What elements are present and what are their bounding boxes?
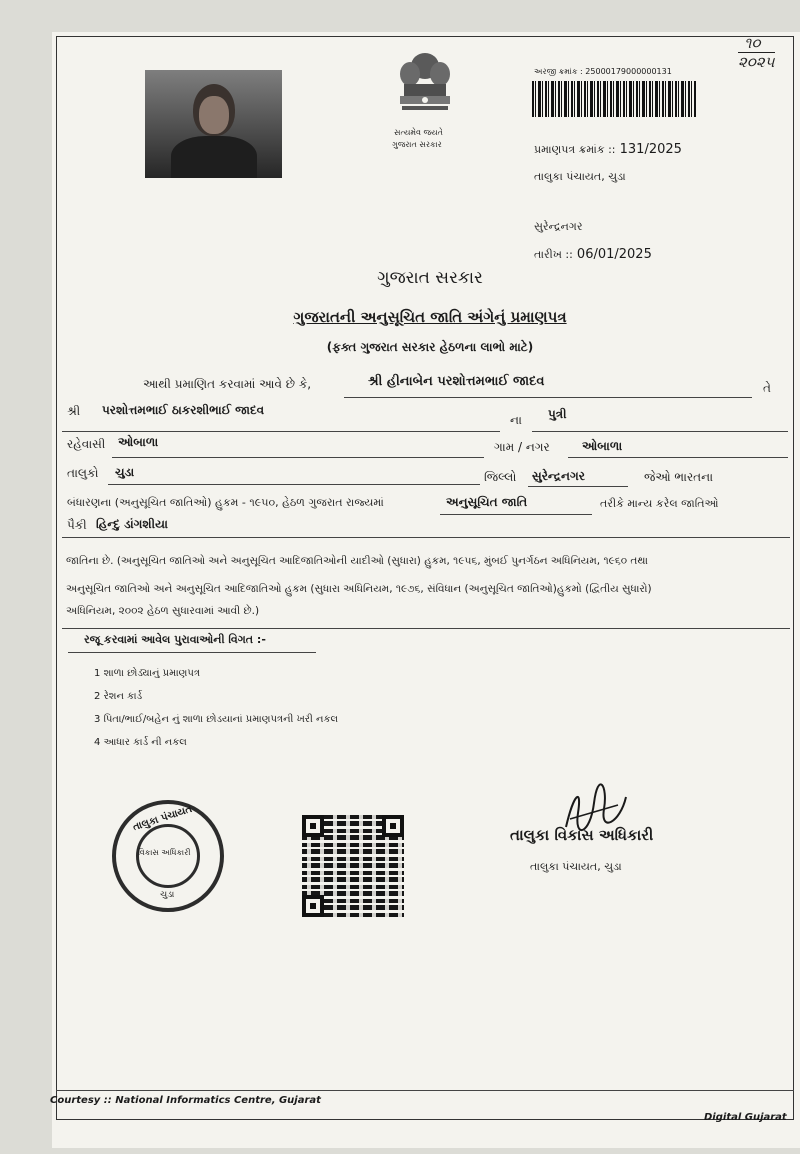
evidence-list	[94, 662, 338, 754]
qr-code	[302, 815, 404, 917]
application-number-label: અરજી ક્રમાંક :	[534, 67, 583, 76]
application-number-value: 25000179000000131	[585, 67, 672, 76]
list-item-text: રેશન કાર્ડ	[103, 691, 143, 702]
list-item-number: 1	[94, 668, 101, 679]
paragraph-line2: અનુસૂચિત જાતિઓ અને અનુસૂચિત આદિજાતિઓ હુકમ (સુધારા અધિનિયમ, ૧૯૭૬, સંવિધાન (અનુસૂચિત જાતિઓ)હુકમો (દ્વિતીય સુધારો)	[66, 583, 652, 595]
list-item-number: 4	[94, 737, 101, 748]
handwritten-note-line2: ૨૦૨૫	[738, 53, 775, 71]
paragraph-line3: અધિનિયમ, ૨૦૦૨ હેઠળ સુધારવામાં આવી છે.)	[66, 605, 260, 617]
na-label: ના	[510, 413, 522, 427]
handwritten-note	[738, 34, 775, 71]
list-item	[94, 731, 338, 754]
footer-brand: Digital Gujarat	[704, 1112, 787, 1123]
list-item-text: આધાર કાર્ડ ની નકલ	[103, 737, 187, 748]
village-label: ગામ / નગર	[494, 440, 550, 454]
taluka-value: ચુડા	[115, 465, 135, 479]
recognized-text: તરીકે માન્ય કરેલ જાતિઓ	[600, 497, 719, 510]
certificate-subtitle: (ફક્ત ગુજરાત સરકાર હેઠળના લાભો માટે)	[326, 340, 534, 354]
paragraph-line1: જાતિના છે. (અનુસૂચિત જાતિઓ અને અનુસૂચિત આદિજાતિઓની યાદીઓ (સુધારા) હુકમ, ૧૯૫૬, મુંબઈ પુનર્ગઠન અધિનિયમ, ૧૯૬૦ તથા	[66, 555, 648, 567]
relation-value: પુત્રી	[548, 407, 567, 421]
village-value: ઓબાળા	[582, 439, 623, 453]
applicant-photo	[145, 70, 282, 178]
issue-date-label: તારીખ ::	[534, 248, 573, 261]
handwritten-note-line1: ૧૦	[744, 34, 761, 52]
lion-capital-icon	[388, 48, 462, 128]
office-taluka: તાલુકા પંચાયત, ચુડા	[534, 170, 626, 183]
list-item	[94, 662, 338, 685]
applicant-name: શ્રી હીનાબેન પરશોત્તમભાઈ જાદવ	[368, 374, 545, 389]
category-value: અનુસૂચિત જાતિ	[446, 495, 528, 509]
who-india-text: જેઓ ભારતના	[644, 470, 714, 484]
qr-finder	[302, 895, 324, 917]
father-name: પરશોત્તમભાઈ ઠાકરશીભાઈ જાદવ	[102, 403, 265, 417]
evidence-heading: રજૂ કરવામાં આવેલ પુરાવાઓની વિગત :-	[84, 633, 266, 646]
list-item	[94, 685, 338, 708]
office-district: સુરેન્દ્રનગર	[534, 220, 583, 233]
signatory-office: તાલુકા પંચાયત, ચુડા	[530, 860, 622, 873]
seal-bottom-text: ચુડા	[160, 890, 175, 900]
barcode	[532, 81, 696, 117]
emblem-label: ગુજરાત સરકાર	[392, 140, 442, 149]
certificate-number-label: પ્રમાણપત્ર ક્રમાંક ::	[534, 143, 616, 156]
caste-value: હિન્દુ ડાંગશીયા	[96, 517, 168, 531]
application-number	[534, 67, 672, 77]
list-item-number: 3	[94, 714, 101, 725]
emblem-motto: સત્યમેવ જયતે	[394, 128, 443, 137]
list-item-text: પિતા/ભાઈ/બહેન નું શાળા છોડયાનાં પ્રમાણપત્રની ખરી નકલ	[103, 714, 339, 725]
heading-government: ગુજરાત સરકાર	[377, 268, 483, 288]
certificate-border	[56, 36, 794, 1120]
constitution-text: બંધારણના (અનુસૂચિત જાતિઓ) હુકમ - ૧૯૫૦, હેઠળ ગુજરાત રાજ્યમાં	[67, 496, 384, 509]
certificate-number	[534, 143, 682, 157]
taluka-label: તાલુકો	[67, 466, 99, 480]
district-label: જિલ્લો	[484, 470, 517, 484]
list-item-text: શાળા છોડ્યાનું પ્રમાણપત્ર	[103, 668, 201, 679]
te-text: તે	[763, 381, 771, 395]
footer-courtesy: Courtesy :: National Informatics Centre, Gujarat	[50, 1095, 321, 1106]
certificate-number-value: 131/2025	[619, 142, 682, 157]
among-label: પૈકી	[67, 518, 87, 532]
certificate-title: ગુજરાતની અનુસૂચિત જાતિ અંગેનું પ્રમાણપત્ર	[293, 308, 567, 326]
qr-finder	[302, 815, 324, 837]
resident-value: ઓબાળા	[118, 435, 159, 449]
resident-label: રહેવાસી	[67, 437, 106, 451]
official-seal	[112, 800, 224, 912]
seal-ring-text: તાલુકા પંચાયત	[131, 803, 194, 834]
list-item-number: 2	[94, 691, 101, 702]
state-emblem	[388, 48, 462, 128]
issue-date-value: 06/01/2025	[576, 247, 652, 262]
qr-finder	[382, 815, 404, 837]
intro-text: આથી પ્રમાણિત કરવામાં આવે છે કે,	[143, 377, 312, 391]
signatory-title: તાલુકા વિકાસ અધિકારી	[510, 826, 654, 844]
shri-label: શ્રી	[67, 404, 81, 418]
issue-date	[534, 248, 652, 262]
list-item	[94, 708, 338, 731]
seal-center-text: વિકાસ અધિકારી	[138, 848, 191, 857]
district-value: સુરેન્દ્રનગર	[532, 469, 585, 483]
